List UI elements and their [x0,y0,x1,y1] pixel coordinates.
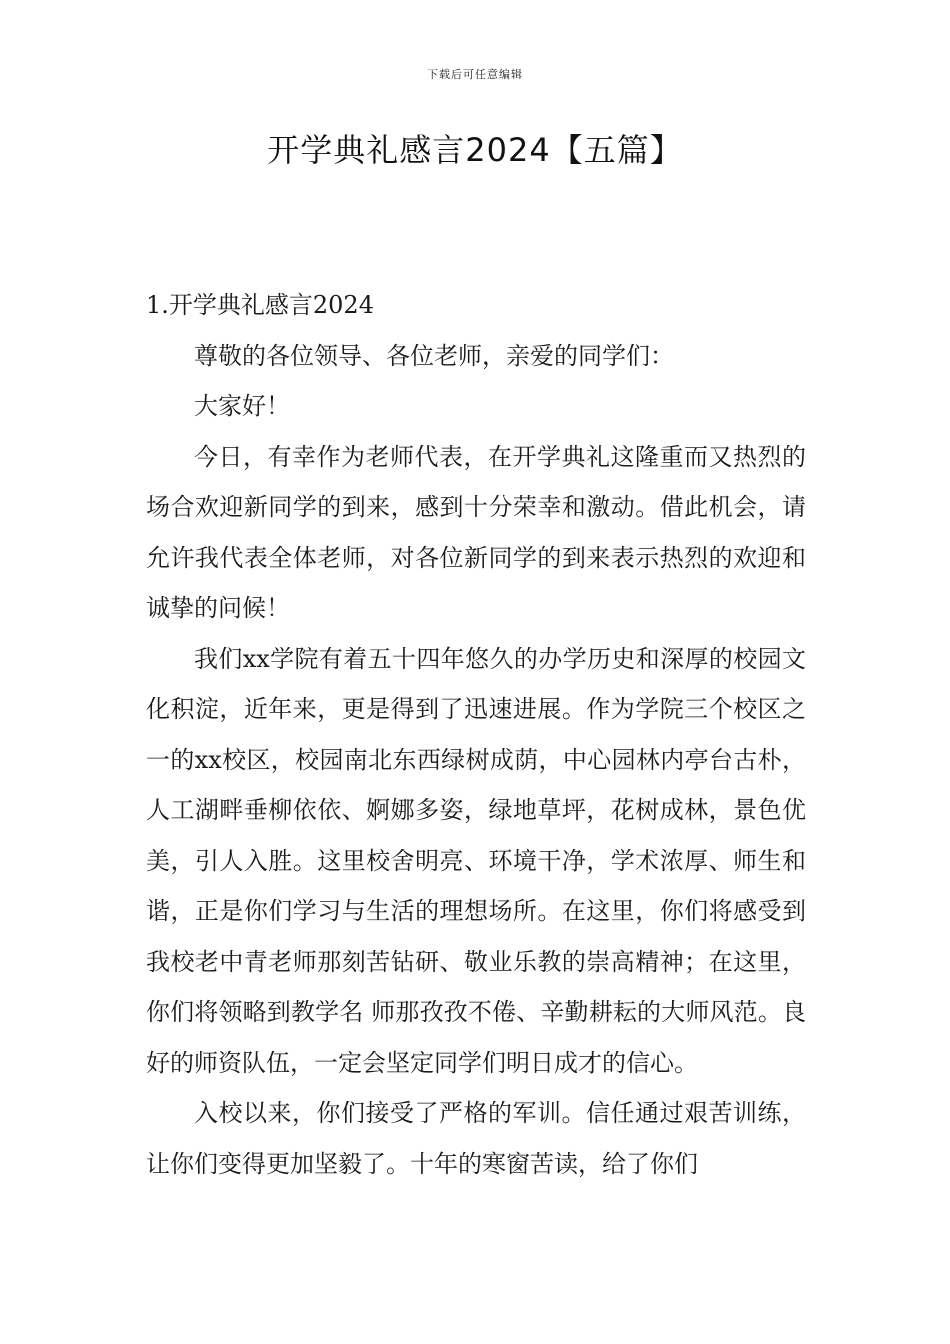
section-heading: 1.开学典礼感言2024 [146,291,374,319]
salutation: 尊敬的各位领导、各位老师，亲爱的同学们： [194,341,674,370]
document-title: 开学典礼感言2024【五篇】 [267,131,683,169]
paragraph: 今日，有幸作为老师代表，在开学典礼这隆重而又热烈的场合欢迎新同学的到来，感到十分荣幸和激动。借此机会，请允许我代表全体老师，对各位新同学的到来表示热烈的欢迎和诚挚的问候！ [146,442,806,622]
paragraph: 入校以来，你们接受了严格的军训。信任通过艰苦训练，让你们变得更加坚毅了。十年的寒窗苦读，给了你们 [146,1099,806,1178]
header-note: 下载后可任意编辑 [427,68,523,81]
document-body [146,280,806,1189]
paragraph: 我们xx学院有着五十四年悠久的办学历史和深厚的校园文化积淀，近年来，更是得到了迅速进展。作为学院三个校区之一的xx校区，校园南北东西绿树成荫，中心园林内亭台古朴，人工湖畔垂柳依依、婀娜多姿，绿地草坪，花树成林，景色优美，引人入胜。这里校舍明亮、环境干净，学术浓厚、师生和谐，正是你们学习与生活的理想场所。在这里，你们将感受到我校老中青老师那刻苦钻研、敬业乐教的崇高精神；在这里，你们将领略到教学名 师那孜孜不倦、辛勤耕耘的大师风范。良好的师资队伍，一定会坚定同学们明日成才的信心。 [146,644,806,1077]
greeting: 大家好！ [194,392,290,420]
